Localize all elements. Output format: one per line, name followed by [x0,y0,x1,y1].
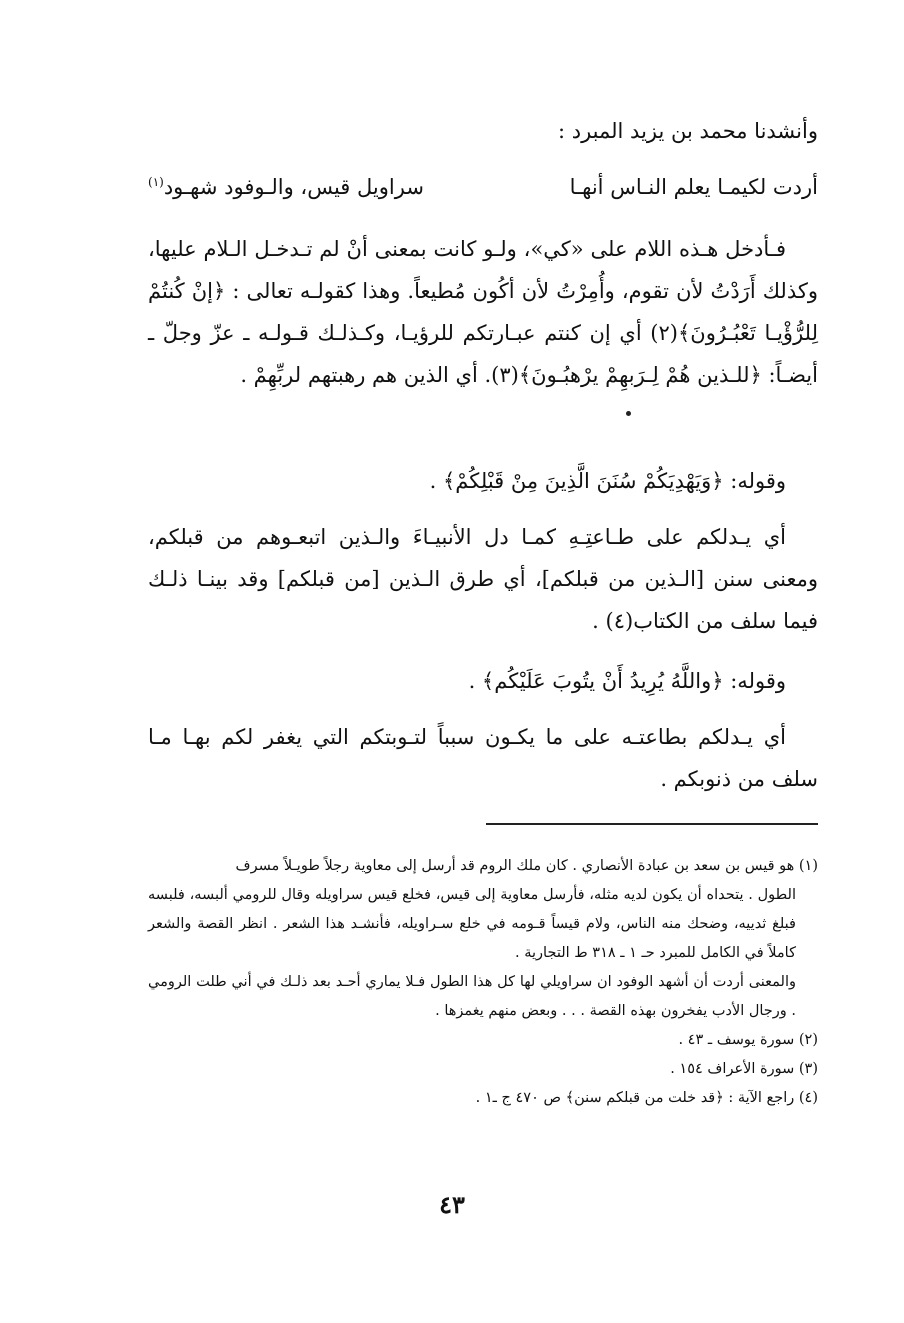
footnote-1: (١) هو قيس بن سعد بن عبادة الأنصاري . كان ملك الروم قد أرسل إلى معاوية رجلاً طويـلاً مسرف [235,858,818,874]
paragraph-3: أي يـدلكم بطاعتـه على ما يكـون سبباً لتـوبتكم التي يغفر لكم بهـا مـا سلف من ذنوبكم . [148,725,818,791]
verse-first-hemistich: أردت لكيمـا يعلم النـاس أنهـا [569,175,818,199]
footnote-1-continuation: الطول . يتحداه أن يكون لديه مثله، فأرسل معاوية إلى قيس، فخلع قيس سراويله وقال للرومي ألبسه، فلبسه فبلغ ثدييه، وضحك منه الناس، ولام قيساً قـومه في خلع سـراويله، فأنشـد هذا الشعر . انظر القصة والشعر كاملاً في الكامل للمبرد حـ ١ ـ ٣١٨ ط التجارية . [148,887,796,961]
footnote-4: (٤) راجع الآية : ﴿قد خلت من قبلكم سنن﴾ ص ٤٧٠ ج ـ١ . [475,1090,818,1106]
paragraph-1: فـأدخل هـذه اللام على «كي»، ولـو كانت بمعنى أنْ لم تـدخـل الـلام عليها، وكذلك أَرَدْتُ لأن تقوم، وأُمِرْتُ لأن أكُون مُطيعاً. وهذا كقولـه تعالى : ﴿إنْ كُنتُمْ لِلرُّؤْيـا تَعْبُـرُونَ﴾(٢) أي إن كنتم عبـارتكم للرؤيـا، وكـذلـك قـولـه ـ عزّ وجلّ ـ أيضـاً: ﴿للـذين هُمْ لِـرَبهِمْ يرْهبُـونَ﴾(٣). أي الذين هم رهبتهم لربِّهِمْ . [148,237,819,387]
verse-second-hemistich-text: سراويل قيس، والـوفود شهـود [163,175,424,199]
footnote-ref-1: (١) [148,175,164,189]
intro-line: وأنشدنا محمد بن يزيد المبرد : [557,119,818,143]
footnotes [148,852,818,1113]
verse-second-hemistich [148,166,424,208]
quran-quote-2: وقوله: ﴿واللَّهُ يُرِيدُ أَنْ يتُوبَ عَلَيْكُم﴾ . [468,669,786,693]
stray-dot [626,411,631,416]
page-number: ٤٣ [439,1190,465,1219]
footnote-2: (٢) سورة يوسف ـ ٤٣ . [678,1032,818,1048]
footnote-3: (٣) سورة الأعراف ١٥٤ . [670,1061,818,1077]
footnote-1-paragraph-2: والمعنى أردت أن أشهد الوفود ان سراويلي لها كل هذا الطول فـلا يماري أحـد بعد ذلـك في أني طلت الرومي . ورجال الأدب يفخرون بهذه القصة . . . وبعض منهم يغمزها . [148,974,796,1019]
poem-verse [148,166,818,208]
paragraph-2: أي يـدلكم على طـاعتِـهِ كمـا دل الأنبيـاءَ والـذين اتبعـوهم من قبلكم، ومعنى سنن [الـذين من قبلكم]، أي طرق الـذين [من قبلكم] وقد بينـا ذلـك فيما سلف من الكتاب(٤) . [148,525,818,633]
quran-quote-1: وقوله: ﴿وَيَهْدِيَكُمْ سُنَنَ الَّذِينَ مِنْ قَبْلِكُمْ﴾ . [429,469,786,493]
footnote-separator [486,823,818,825]
